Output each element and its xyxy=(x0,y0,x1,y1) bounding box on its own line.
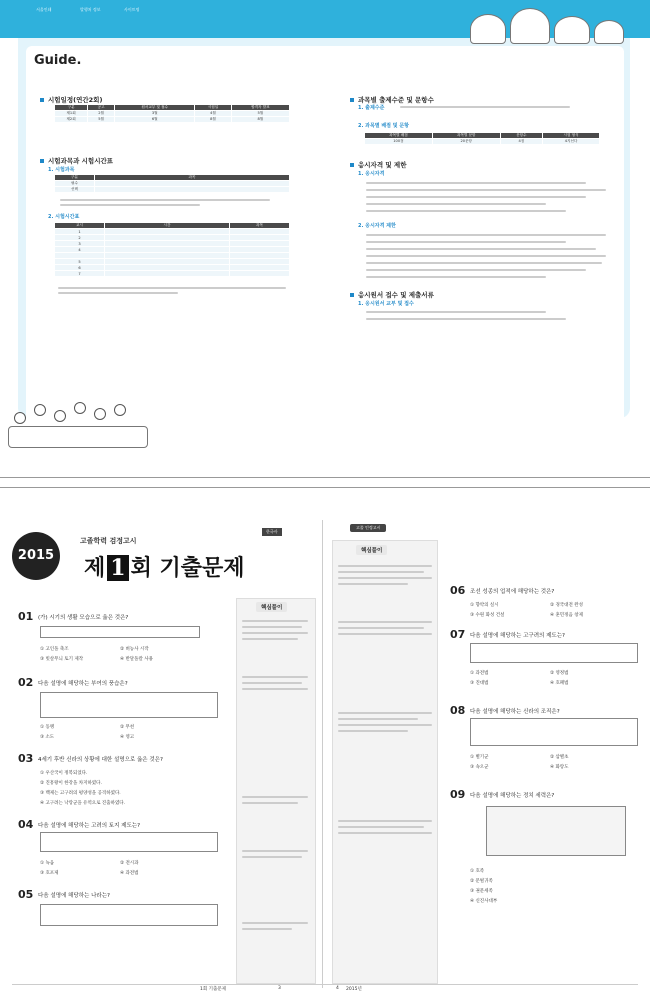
sub-heading: 1. 응시자격 xyxy=(358,171,385,177)
text-line xyxy=(366,210,566,212)
question-number: 04 xyxy=(18,818,34,831)
section-heading: 시험과목과 시험시간표 xyxy=(40,156,113,165)
option: ② 무천 xyxy=(120,725,135,730)
text-line xyxy=(58,292,178,294)
timeline-box xyxy=(40,626,200,638)
text-line xyxy=(242,682,302,684)
timetable: 교시 시간 과목 1 2 3 4 5 6 7 xyxy=(54,222,290,277)
text-line xyxy=(338,730,408,732)
option: ④ 신진사대부 xyxy=(470,899,498,904)
text-line xyxy=(366,248,596,250)
option: ① 고인돌 축조 xyxy=(40,647,69,652)
passage-box xyxy=(40,832,218,852)
option: ① 동맹 xyxy=(40,725,55,730)
kid-doodle xyxy=(34,404,46,416)
text-line xyxy=(338,712,432,714)
title-prefix: 제 xyxy=(84,555,106,581)
option: ④ 반달돌칼 사용 xyxy=(120,657,153,662)
option: ① 녹읍 xyxy=(40,861,55,866)
question-number: 01 xyxy=(18,610,34,623)
question-text: 조선 성종의 업적에 해당하는 것은? xyxy=(470,589,555,595)
kid-doodle xyxy=(74,402,86,414)
guide-page xyxy=(0,0,650,478)
option: ② 전시과 xyxy=(120,861,139,866)
option: ④ 화랑도 xyxy=(550,765,569,770)
passage-box xyxy=(470,718,638,746)
sub-heading: 1. 응시원서 교부 및 접수 xyxy=(358,301,414,307)
header-text: 발행처 정보 xyxy=(80,7,101,12)
option: ① 향약의 실시 xyxy=(470,603,499,608)
option: ③ 수원 화성 건설 xyxy=(470,613,505,618)
question-text: 다음 설명에 해당하는 부여의 풍습은? xyxy=(38,681,128,687)
page-number: 4 xyxy=(336,986,339,991)
kid-doodle xyxy=(114,404,126,416)
sub-heading: 2. 과목별 배점 및 문항 xyxy=(358,123,409,129)
doodle-image xyxy=(594,20,624,44)
subject-tag: 한국사 xyxy=(262,528,282,536)
score-table: 과목별 배점 과목별 문항 문항수 시험 형식 100점 20문항 4점 4지선다 xyxy=(364,132,600,145)
text-line xyxy=(242,922,308,924)
option: ③ 권문세족 xyxy=(470,889,493,894)
option: ④ 호패법 xyxy=(550,681,569,686)
text-line xyxy=(338,826,424,828)
question-text: 다음 설명에 해당하는 고구려의 제도는? xyxy=(470,633,565,639)
text-line xyxy=(366,311,546,313)
sub-heading: 1. 출제수준 xyxy=(358,105,385,111)
option: ③ 백제는 고구려의 평양성을 공격하였다. xyxy=(40,791,121,796)
desk-doodle xyxy=(8,426,148,448)
section-heading: 과목별 출제수준 및 문항수 xyxy=(350,95,434,104)
question-text: 다음 설명에 해당하는 고려의 토지 제도는? xyxy=(38,823,140,829)
sub-heading: 2. 시험시간표 xyxy=(48,214,80,220)
text-line xyxy=(338,820,432,822)
text-line xyxy=(338,577,432,579)
option: ① 별기군 xyxy=(470,755,489,760)
text-line xyxy=(242,638,298,640)
doodle-image xyxy=(554,16,590,44)
text-line xyxy=(242,850,308,852)
doodle-image xyxy=(510,8,550,44)
question-number: 03 xyxy=(18,752,34,765)
option: ② 경국대전 완성 xyxy=(550,603,583,608)
text-line xyxy=(366,234,606,236)
header-text: 사이트명 xyxy=(124,7,140,12)
kid-doodle xyxy=(54,410,66,422)
text-line xyxy=(242,688,308,690)
question-number: 07 xyxy=(450,628,466,641)
question-number: 06 xyxy=(450,584,466,597)
section-heading: 시험일정(연간2회) xyxy=(40,95,102,104)
passage-box xyxy=(40,692,218,718)
text-line xyxy=(366,269,586,271)
option: ② 영정법 xyxy=(550,671,569,676)
option: ④ 과전법 xyxy=(120,871,139,876)
title-suffix: 회 기출문제 xyxy=(130,555,245,581)
doodle-image xyxy=(470,14,506,44)
option: ③ 소도 xyxy=(40,735,55,740)
text-line xyxy=(242,856,302,858)
option: ③ 속오군 xyxy=(470,765,489,770)
header-band xyxy=(0,0,650,38)
section-heading: 응시자격 및 제한 xyxy=(350,160,406,169)
text-line xyxy=(366,189,606,191)
text-line xyxy=(366,182,586,184)
text-line xyxy=(60,204,200,206)
text-line xyxy=(366,196,586,198)
text-line xyxy=(366,203,546,205)
answer-column xyxy=(236,598,316,984)
text-line xyxy=(338,718,418,720)
footer-label: 1회 기출문제 xyxy=(200,987,227,992)
question-text: (가) 시기의 생활 모습으로 옳은 것은? xyxy=(38,615,129,621)
question-text: 다음 설명에 해당하는 정치 세력은? xyxy=(470,793,555,799)
text-line xyxy=(242,796,308,798)
option: ③ 호포제 xyxy=(40,871,59,876)
text-line xyxy=(366,255,606,257)
question-number: 09 xyxy=(450,788,466,801)
text-line xyxy=(366,262,602,264)
series-title: 고졸학력 검정고시 xyxy=(80,537,137,545)
option: ② 삼별초 xyxy=(550,755,569,760)
kid-doodle xyxy=(94,408,106,420)
text-line xyxy=(242,928,292,930)
page-number: 3 xyxy=(278,986,281,991)
text-line xyxy=(366,241,566,243)
option: ① 호족 xyxy=(470,869,485,874)
option: ① 우산국이 정복되었다. xyxy=(40,771,88,776)
text-line xyxy=(338,832,432,834)
question-text: 다음 설명에 해당하는 나라는? xyxy=(38,893,110,899)
option: ③ 빗살무늬 토기 제작 xyxy=(40,657,84,662)
text-line xyxy=(366,276,546,278)
option: ④ 고구려는 낙랑군을 유역으로 진출하였다. xyxy=(40,801,126,806)
answer-title: 핵심풀이 xyxy=(256,602,287,612)
option: ③ 진대법 xyxy=(470,681,489,686)
page-title xyxy=(84,551,245,582)
question-number: 05 xyxy=(18,888,34,901)
question-text: 다음 설명에 해당하는 신라의 조직은? xyxy=(470,709,560,715)
text-line xyxy=(338,565,432,567)
passage-box xyxy=(470,643,638,663)
sub-heading: 2. 응시자격 제한 xyxy=(358,223,396,229)
section-tab: 고졸 인정고시 xyxy=(350,524,386,532)
text-line xyxy=(242,626,302,628)
title-number: 1 xyxy=(107,555,128,581)
sub-heading: 1. 시험과목 xyxy=(48,167,75,173)
option: ② 문벌귀족 xyxy=(470,879,493,884)
question-number: 02 xyxy=(18,676,34,689)
text-line xyxy=(366,318,566,320)
option: ④ 훈민정음 창제 xyxy=(550,613,583,618)
page-divider xyxy=(322,520,323,988)
header-text: 서울인쇄 xyxy=(36,7,52,12)
footer-rule xyxy=(12,984,638,985)
text-line xyxy=(242,620,308,622)
option: ① 과전법 xyxy=(470,671,489,676)
section-heading: 응시원서 접수 및 제출서류 xyxy=(350,290,434,299)
text-line xyxy=(242,676,308,678)
text-line xyxy=(60,199,270,201)
text-line xyxy=(338,583,408,585)
option: ④ 영고 xyxy=(120,735,135,740)
guide-title: Guide. xyxy=(34,53,82,68)
subject-table: 구분 과목 필수 선택 xyxy=(54,174,290,193)
schedule-table: 구분 공고 원서교부 및 접수 시험일 합격자 발표 제1회 2월 3월 4월 5월 제2회 5월 6월 8월 8월 xyxy=(54,104,290,123)
text-line xyxy=(338,627,424,629)
option: ② 진흥왕이 한강을 차지하였다. xyxy=(40,781,102,786)
answer-column-right xyxy=(332,540,438,984)
option: ② 벼농사 시작 xyxy=(120,647,149,652)
text-line xyxy=(400,106,570,108)
text-line xyxy=(338,724,432,726)
footer-label: 2015년 xyxy=(346,987,362,992)
question-number: 08 xyxy=(450,704,466,717)
year-logo: 2015 xyxy=(12,532,60,580)
passage-box xyxy=(40,904,218,926)
answer-title: 핵심풀이 xyxy=(356,545,387,555)
text-line xyxy=(242,802,298,804)
kid-doodle xyxy=(14,412,26,424)
question-text: 4세기 후반 신라의 상황에 대한 설명으로 옳은 것은? xyxy=(38,757,163,763)
text-line xyxy=(338,621,432,623)
text-line xyxy=(338,571,424,573)
text-line xyxy=(242,632,308,634)
text-line xyxy=(338,633,432,635)
text-line xyxy=(58,287,286,289)
passage-box xyxy=(486,806,626,856)
